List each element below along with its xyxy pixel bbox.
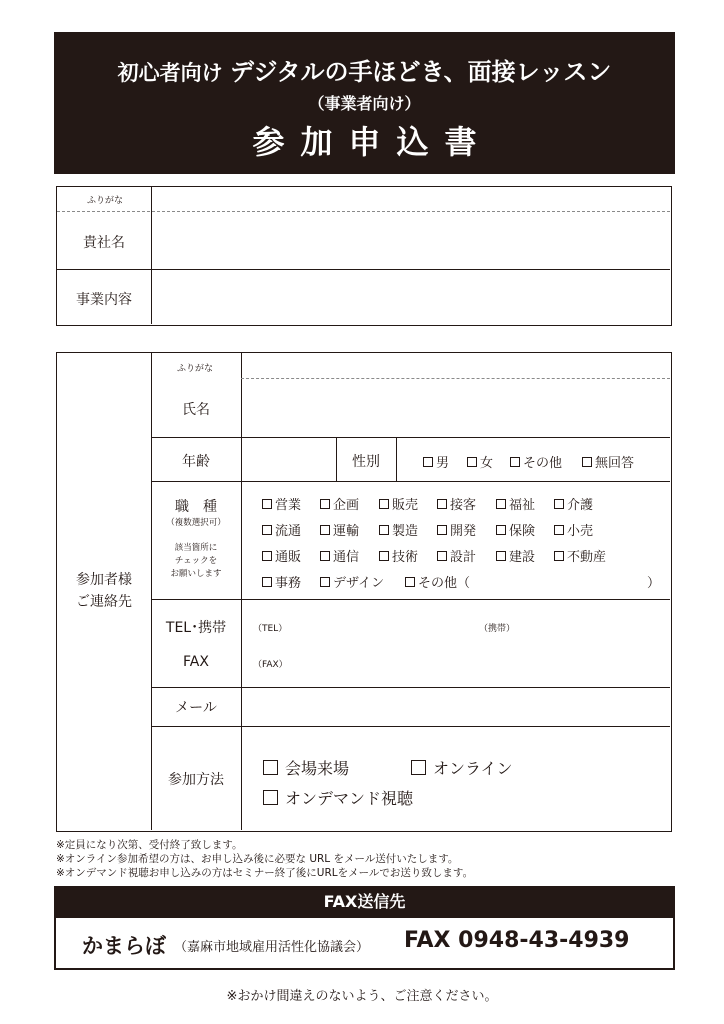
form-header [54, 32, 675, 174]
job-checkbox[interactable] [262, 546, 301, 565]
business-field[interactable] [154, 272, 668, 322]
job-option-label: 小売 [567, 524, 594, 539]
job-option-label: 福祉 [509, 498, 536, 513]
business-label: 事業内容 [76, 292, 132, 308]
checkbox-icon [263, 760, 278, 775]
job-checkbox[interactable] [262, 494, 301, 513]
job-option-label: 販売 [392, 498, 419, 513]
fax-heading: FAX送信先 [54, 886, 675, 918]
company-name-label: 貴社名 [83, 235, 125, 251]
checkbox-icon [320, 551, 330, 561]
job-option-label: 営業 [275, 498, 302, 513]
gender-label: 性別 [352, 454, 380, 470]
job-option-label: 保険 [509, 524, 536, 539]
job-checkbox[interactable] [320, 546, 359, 565]
job-option-label: 運輸 [333, 524, 360, 539]
fax-destination [54, 918, 675, 970]
checkbox-icon [262, 577, 272, 587]
org-name: かまらぼ [82, 934, 166, 958]
age-field[interactable] [244, 440, 334, 479]
company-table [56, 186, 672, 326]
job-option-label: 介護 [567, 498, 594, 513]
fax-hint: （FAX） [253, 660, 288, 670]
job-other-label: その他（ [418, 576, 471, 591]
gender-male-checkbox[interactable] [423, 452, 449, 471]
mobile-field[interactable] [517, 611, 667, 641]
method-online-label: オンライン [433, 759, 513, 778]
job-checkbox[interactable] [320, 520, 359, 539]
checkbox-icon [262, 525, 272, 535]
job-option-label: 接客 [450, 498, 477, 513]
method-venue-checkbox[interactable] [263, 756, 349, 779]
tel-field[interactable] [297, 611, 467, 641]
job-checkbox[interactable] [554, 546, 606, 565]
footnote-capacity: ※定員になり次第、受付終了致します。 [56, 839, 243, 851]
tel-hint: （TEL） [253, 624, 288, 634]
footnote-ondemand: ※オンデマンド視聴お申し込みの方はセミナー終了後にURLをメールでお送り致します。 [56, 867, 474, 879]
checkbox-icon [437, 499, 447, 509]
checkbox-icon [437, 551, 447, 561]
checkbox-icon [262, 551, 272, 561]
job-checkbox[interactable] [379, 520, 418, 539]
gender-female-label: 女 [480, 456, 494, 471]
job-option-label: 設計 [450, 550, 477, 565]
participant-name-field[interactable] [244, 381, 669, 435]
checkbox-icon [320, 525, 330, 535]
job-checkbox[interactable] [437, 494, 476, 513]
header-line1 [54, 52, 675, 87]
header-prefix: 初心者向け [117, 61, 223, 85]
checkbox-icon [496, 499, 506, 509]
checkbox-icon [405, 577, 415, 587]
job-checkbox[interactable] [320, 572, 384, 591]
checkbox-icon [423, 457, 433, 467]
mail-label: メール [175, 700, 217, 716]
fax-label: FAX [183, 654, 209, 670]
job-option-label: デザイン [333, 576, 385, 591]
job-option-label: 製造 [392, 524, 419, 539]
fax-field[interactable] [297, 648, 667, 678]
method-ondemand-label: オンデマンド視聴 [285, 789, 414, 808]
fax-number: FAX 0948-43-4939 [404, 928, 630, 953]
age-label: 年齢 [182, 454, 210, 470]
job-other-checkbox[interactable] [405, 572, 470, 591]
method-label: 参加方法 [168, 772, 224, 788]
job-checkbox[interactable] [554, 520, 593, 539]
checkbox-icon [554, 525, 564, 535]
job-checkbox[interactable] [379, 546, 418, 565]
company-furigana-label: ふりがな [87, 196, 124, 206]
header-main: デジタルの手ほどき、面接レッスン [229, 58, 612, 86]
job-label: 職 種 [175, 499, 217, 515]
participant-name-label: 氏名 [182, 402, 210, 418]
company-name-field[interactable] [154, 214, 668, 267]
job-note-multi: （複数選択可） [166, 518, 226, 528]
checkbox-icon [554, 551, 564, 561]
job-option-label: 事務 [275, 576, 302, 591]
gender-no-answer-label: 無回答 [595, 456, 635, 471]
job-checkbox[interactable] [379, 494, 418, 513]
gender-other-checkbox[interactable] [510, 452, 562, 471]
job-option-label: 不動産 [567, 550, 607, 565]
job-checkbox[interactable] [437, 546, 476, 565]
participant-table [56, 352, 672, 832]
job-option-label: 企画 [333, 498, 360, 513]
gender-other-label: その他 [523, 456, 563, 471]
job-option-label: 開発 [450, 524, 477, 539]
job-option-label: 流通 [275, 524, 302, 539]
job-checkbox[interactable] [437, 520, 476, 539]
job-note-line2: チェックを [174, 556, 218, 566]
gender-female-checkbox[interactable] [467, 452, 493, 471]
mail-field[interactable] [244, 690, 669, 724]
checkbox-icon [467, 457, 477, 467]
job-option-label: 建設 [509, 550, 536, 565]
page-title: 参加申込書 [252, 123, 493, 161]
job-option-label: 通販 [275, 550, 302, 565]
job-checkbox[interactable] [262, 520, 301, 539]
job-checkbox[interactable] [320, 494, 359, 513]
caution-note: ※おかけ間違えのないよう、ご注意ください。 [226, 989, 498, 1004]
job-note-line1: 該当箇所に [174, 543, 218, 553]
org-full-name: （嘉麻市地域雇用活性化協議会） [174, 940, 370, 955]
checkbox-icon [496, 551, 506, 561]
checkbox-icon [379, 525, 389, 535]
participant-furigana-label: ふりがな [177, 364, 214, 374]
checkbox-icon [379, 499, 389, 509]
job-checkbox[interactable] [554, 494, 593, 513]
checkbox-icon [582, 457, 592, 467]
job-other-close-paren: ） [647, 576, 661, 591]
checkbox-icon [554, 499, 564, 509]
gender-male-label: 男 [436, 456, 450, 471]
checkbox-icon [437, 525, 447, 535]
job-checkbox[interactable] [496, 546, 535, 565]
job-checkbox[interactable] [496, 494, 535, 513]
gender-no-answer-checkbox[interactable] [582, 452, 634, 471]
header-subtitle: （事業者向け） [308, 94, 421, 113]
footnote-online: ※オンライン参加希望の方は、お申し込み後に必要な URL をメール送付いたします。 [56, 853, 459, 865]
section-label-participant: 参加者様 [76, 572, 132, 588]
checkbox-icon [510, 457, 520, 467]
job-note-line3: お願いします [170, 569, 222, 579]
method-ondemand-checkbox[interactable] [263, 786, 413, 809]
tel-label: TEL･携帯 [165, 620, 227, 636]
job-other-field[interactable] [475, 572, 645, 588]
job-option-label: 技術 [392, 550, 419, 565]
method-venue-label: 会場来場 [285, 759, 350, 778]
job-checkbox[interactable] [262, 572, 301, 591]
mobile-hint: （携帯） [479, 624, 516, 634]
checkbox-icon [379, 551, 389, 561]
section-label-contact: ご連絡先 [76, 594, 132, 610]
job-checkbox[interactable] [496, 520, 535, 539]
checkbox-icon [320, 577, 330, 587]
checkbox-icon [262, 499, 272, 509]
method-online-checkbox[interactable] [411, 756, 513, 779]
job-option-label: 通信 [333, 550, 360, 565]
checkbox-icon [263, 790, 278, 805]
checkbox-icon [320, 499, 330, 509]
checkbox-icon [411, 760, 426, 775]
checkbox-icon [496, 525, 506, 535]
